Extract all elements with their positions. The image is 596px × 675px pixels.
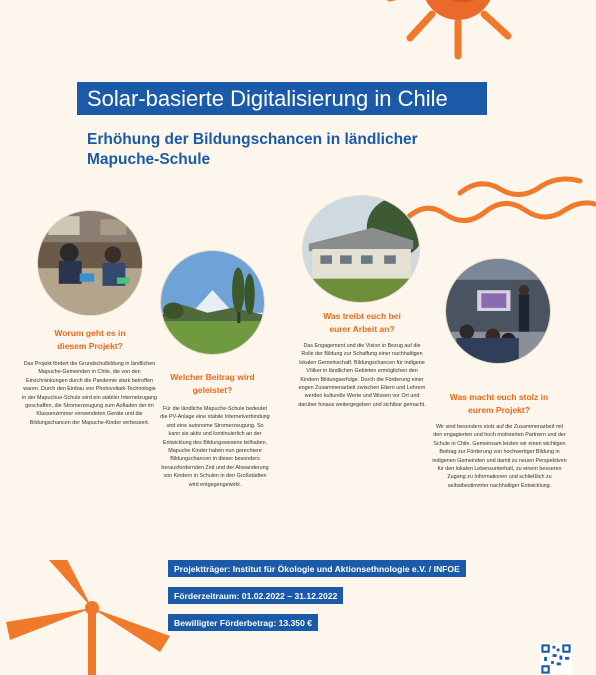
qr-code-icon (533, 643, 579, 675)
school-building-photo (302, 195, 420, 303)
wind-waves-icon (400, 165, 596, 235)
info-foerderbetrag: Bewilligter Förderbetrag: 13.350 € (168, 614, 318, 631)
landscape-photo (160, 250, 265, 355)
text-stolz: Wir sind besonders stolz auf die Zusammenarbeit mit den engagierten und hoch motivierten Partnern und der Schule in Chile. Gemeinsam leisten wir einen wichtigen Beitrag zur Förderung von hochwertiger Bildung in indigenen Gemeinden und damit zu neuen Perspektiven für den lokalen Lebensunterhalt, zu einem besseren Zugang zu Informationen und schließlich zu selbstbestimmter nachhaltiger Entwicklung. (432, 424, 567, 489)
projector-classroom-photo (445, 258, 551, 364)
classroom-photo (37, 210, 143, 316)
heading-antrieb: Was treibt euch bei eurer Arbeit an? (323, 311, 401, 334)
page-subtitle: Erhöhung der Bildungschancen in ländlicher Mapuche-Schule (87, 131, 418, 168)
sun-icon (380, 0, 530, 80)
text-antrieb: Das Engagement und die Vision in Bezug auf die Rolle der Bildung zur Schaffung einer nachhaltigen lokalen Gemeinschaft. Bildungschancen für indigene Völker in ländlichen Gebieten ermöglichen den Kindern Bildungserfolge. Durch die Förderung einer engen Zusammenarbeit zwischen Eltern und Lehrern werden kulturelle Werte und Wissen vor Ort und darüber hinaus weitergegeben und sichtbar gemacht. (298, 343, 426, 408)
info-projekttraeger: Projektträger: Institut für Ökologie und Aktionsethnologie e.V. / INFOE (168, 560, 466, 577)
page-title: Solar-basierte Digitalisierung in Chile (75, 80, 489, 117)
heading-stolz: Was macht euch stolz in eurem Projekt? (449, 392, 549, 415)
text-beitrag: Für die ländliche Mapuche-Schule bedeutet die PV-Anlage eine stabile Internetverbindung und eine autonome Stromerzeugung. So kann sie aktiv und kontinuierlich an der Entwicklung des Bildungswesens teilhaben. Mapuche Kinder haben nun gerechtere Bildungschancen in dieser besonders herausfordernden Zeit und der Abwanderung von Kindern in Schulen in den Großstädten wird entgegengewirkt. (160, 406, 270, 488)
heading-worum: Worum geht es in diesem Projekt? (54, 328, 126, 351)
info-foerderzeitraum: Förderzeitraum: 01.02.2022 – 31.12.2022 (168, 587, 343, 604)
heading-beitrag: Welcher Beitrag wird geleistet? (170, 372, 255, 395)
wind-turbine-icon (0, 560, 190, 675)
text-worum: Das Projekt fördert die Grundschulbildung in ländlichen Mapuche-Gemeinden in Chile, die von den Einschränkungen durch die Pandemie stark betroffen waren. Durch den Einbau von Photovoltaik-Technologie in der Mapuchue-Schule wird ein stabiler Internetzugang geschaffen, die Stromerzeugung zum Aufladen der im Klassenzimmer verwendeten Geräte und die Bildungschancen der Mapuche-Kinder verbessert. (22, 361, 157, 426)
